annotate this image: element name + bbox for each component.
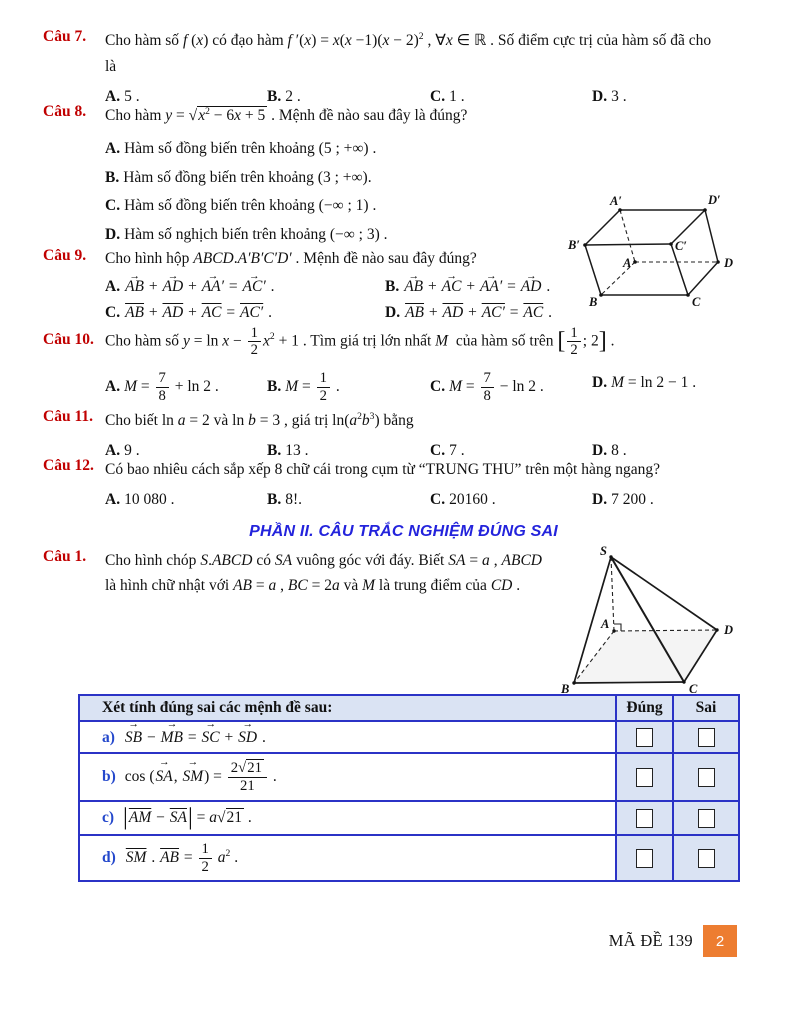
checkbox-a-true[interactable] (636, 728, 653, 747)
option-10-a: A. M = $\frac{7}{8}$ + ln 2 . (105, 370, 219, 404)
part2-question-1 (43, 548, 542, 598)
checkbox-c-true[interactable] (636, 809, 653, 828)
option-8-a: A. Hàm số đồng biến trên khoảng (5 ; +∞) . (105, 140, 377, 157)
question-9-options (105, 273, 552, 325)
question-7 (43, 28, 764, 110)
table-header-false: Sai (673, 695, 739, 721)
checkbox-c-false[interactable] (698, 809, 715, 828)
option-7-d: D. 3 . (592, 88, 627, 105)
part2-question-1-label: Câu 1. (43, 548, 87, 565)
question-7-label: Câu 7. (43, 28, 87, 45)
vertex-label: A′ (610, 194, 622, 208)
parallelepiped-figure (562, 188, 742, 310)
checkbox-b-true[interactable] (636, 768, 653, 787)
question-10-options (105, 370, 764, 403)
option-10-c: C. M = $\frac{7}{8}$ − ln 2 . (430, 370, 544, 404)
question-12-label: Câu 12. (43, 457, 94, 474)
row-b-key: b) (102, 767, 116, 785)
table-header-true: Đúng (616, 695, 673, 721)
vertex-label: S (600, 544, 607, 558)
question-12-options (105, 487, 764, 513)
question-10-label: Câu 10. (43, 331, 94, 348)
question-11-text: Cho biết ln a = 2 và ln b = 3 , giá trị $\ln(a^2b^3)$ bằng (105, 410, 414, 429)
question-7-text: Cho hàm số f (x) có đạo hàm f $'(x) = x(x -1)(x - 2)^2$ , ∀x ∈ ℝ . Số điểm cực trị của hàm số đã cho là (105, 30, 712, 75)
vertex-label: B (561, 682, 570, 695)
vertex-label: D (724, 623, 734, 637)
option-10-b: B. M = $\frac{1}{2}$ . (267, 370, 340, 404)
option-9-b: B. AB → + AC → + AA′ → = AD → . (385, 273, 552, 299)
checkbox-a-false[interactable] (698, 728, 715, 747)
row-a-formula: SB → − MB → = SC → + SD → . (124, 729, 266, 746)
option-11-c: C. 7 . (430, 442, 465, 459)
table-header-statement: Xét tính đúng sai các mệnh đề sau: (79, 695, 616, 721)
part2-heading: PHẦN II. CÂU TRẮC NGHIỆM ĐÚNG SAI (249, 523, 558, 540)
option-11-d: D. 8 . (592, 442, 627, 459)
table-row-b (79, 753, 739, 801)
vertex-label: A (623, 256, 632, 270)
table-row-a (79, 721, 739, 753)
option-8-c: C. Hàm số đồng biến trên khoảng (−∞ ; 1) . (105, 197, 377, 214)
question-12 (43, 457, 764, 513)
vertex-label: B (589, 295, 598, 309)
table-header-row (79, 695, 739, 721)
vertex-label: C (689, 682, 698, 695)
row-c-formula: $|\overline{AM} - \overline{SA}| = a√21$ . (123, 804, 252, 831)
option-10-d: D. M = ln 2 − 1 . (592, 374, 697, 392)
vertex-label: C′ (675, 239, 687, 253)
question-9-text: Cho hình hộp ABCD.A′B′C′D′ . Mệnh đề nào sau đây đúng? (105, 250, 477, 267)
checkbox-d-false[interactable] (698, 849, 715, 868)
pyramid-figure (543, 543, 745, 695)
option-11-b: B. 13 . (267, 442, 309, 459)
question-11 (43, 408, 764, 464)
table-row-d (79, 835, 739, 881)
question-10 (43, 325, 764, 404)
option-12-c: C. 20160 . (430, 491, 496, 508)
option-9-d: D. $\overline{AB} + \overline{AD} + AC' = \overline{AC}$ . (385, 304, 552, 321)
page-number-badge: 2 (703, 925, 737, 957)
option-9-c: C. $\overline{AB} + \overline{AD} + \overline{AC} = AC'$ . (105, 304, 272, 321)
exam-code: MÃ ĐỀ 139 (608, 931, 693, 950)
question-8-text: Cho hàm $y = √x^2 - 6x + 5$ . Mệnh đề nào sau đây là đúng? (105, 105, 468, 124)
row-d-formula: $\overline{SM}$ . $\overline{AB}$ = $\frac{1}{2}$ $a^2$ . (125, 841, 239, 875)
table-row-c (79, 801, 739, 835)
question-10-text: Cho hàm số y = ln x − $\frac{1}{2}$ $x^2 + 1$ . Tìm giá trị lớn nhất M của hàm số trên [ $\frac{1}{2}$ ; 2] . (105, 325, 615, 359)
option-12-b: B. 8!. (267, 491, 303, 508)
question-11-label: Câu 11. (43, 408, 93, 425)
truefalse-table (78, 694, 740, 882)
vertex-label: B′ (568, 238, 580, 252)
option-12-a: A. 10 080 . (105, 491, 175, 508)
option-11-a: A. 9 . (105, 442, 140, 459)
vertex-label: D′ (708, 193, 721, 207)
footer (609, 925, 737, 957)
option-7-c: C. 1 . (430, 88, 465, 105)
option-12-d: D. 7 200 . (592, 491, 654, 508)
row-c-key: c) (102, 808, 115, 826)
question-12-text: Có bao nhiêu cách sắp xếp 8 chữ cái trong cụm từ “TRUNG THU” trên một hàng ngang? (105, 461, 660, 478)
vertex-label: C (692, 295, 701, 309)
option-7-b: B. 2 . (267, 88, 301, 105)
option-7-a: A. 5 . (105, 88, 140, 105)
row-d-key: d) (102, 848, 116, 866)
vertex-label: A (601, 617, 610, 631)
question-9-label: Câu 9. (43, 247, 87, 264)
option-8-d: D. Hàm số nghịch biến trên khoảng (−∞ ; 3) . (105, 225, 388, 243)
part2-question-1-text: Cho hình chóp S.ABCD có SA vuông góc với đáy. Biết SA = a , ABCD là hình chữ nhật với AB = a , BC = 2a và M là trung điểm của CD . (105, 552, 542, 594)
checkbox-d-true[interactable] (636, 849, 653, 868)
vertex-label: D (724, 256, 734, 270)
option-9-a: A. AB → + AD → + AA′ → = AC′ → . (105, 273, 385, 299)
option-8-b: B. Hàm số đồng biến trên khoảng (3 ; +∞). (105, 168, 372, 186)
question-9 (43, 247, 552, 325)
row-b-formula: cos (SA →, SM →) = $\frac{2√21}{21}$ . (125, 768, 277, 785)
checkbox-b-false[interactable] (698, 768, 715, 787)
question-8-label: Câu 8. (43, 103, 87, 120)
row-a-key: a) (102, 729, 115, 746)
